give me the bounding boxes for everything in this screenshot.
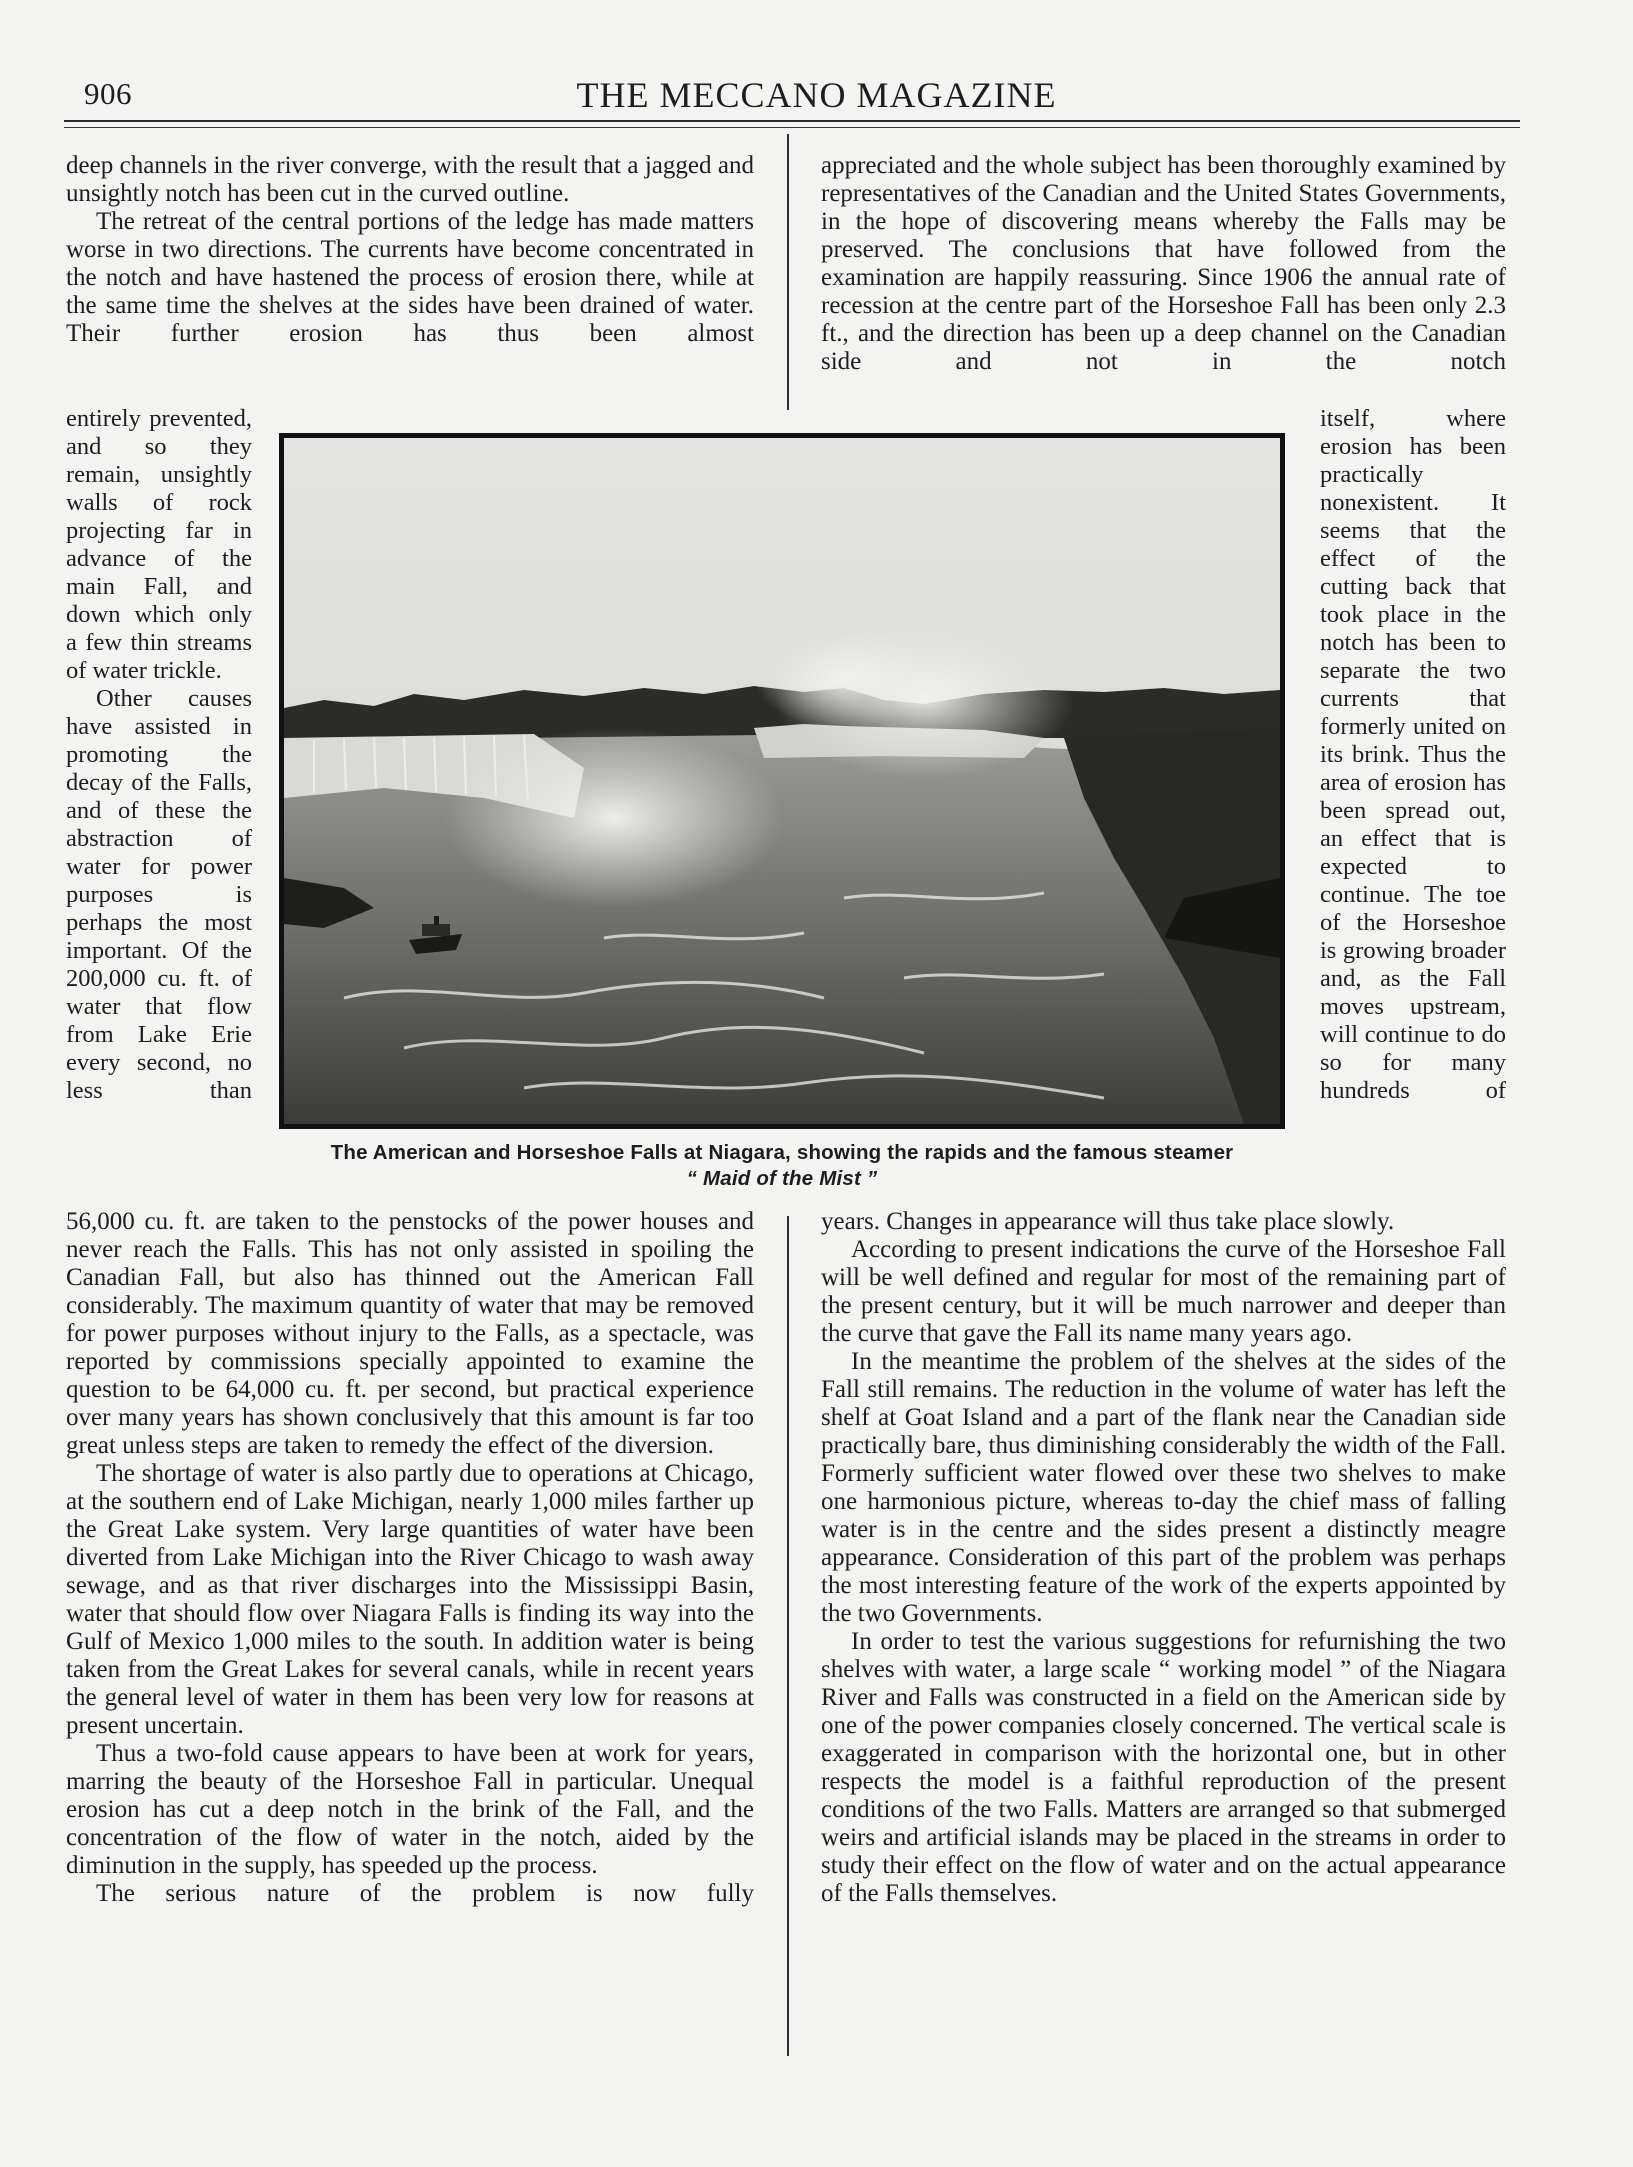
paragraph: years. Changes in appearance will thus take place slowly. bbox=[821, 1208, 1395, 1235]
column-divider bbox=[787, 134, 789, 410]
magazine-title: THE MECCANO MAGAZINE bbox=[576, 75, 1057, 115]
column-divider bbox=[787, 1216, 789, 2056]
paragraph: In the meantime the problem of the shelves at the sides of the Fall still remains. The reduction in the volume of water has left the shelf at Goat Island and a part of the flank near the Canadian side practically bare, thus diminishing considerably the width of the Fall. Formerly sufficient water flowed over these two shelves to make one harmonious picture, whereas to-day the chief mass of falling water is in the centre and the sides present a distinctly meagre appearance. Consideration of this part of the problem was perhaps the most interesting feature of the work of the experts appointed by the two Governments. bbox=[821, 1348, 1506, 1627]
header-rule-thin bbox=[64, 127, 1520, 128]
page-number: 906 bbox=[84, 76, 132, 111]
paragraph: In order to test the various suggestions for refurnishing the two shelves with water, a large scale “ working model ” of the Niagara River and Falls was constructed in a field on the American side by one of the power companies closely concerned. The vertical scale is exaggerated in comparison with the horizontal one, but in other respects the model is a faithful reproduction of the present conditions of the two Falls. Matters are arranged so that submerged weirs and artificial islands may be placed in the streams in order to study their effect on the flow of water and on the actual appearance of the Falls themselves. bbox=[821, 1628, 1506, 1907]
paragraph: According to present indications the curve of the Horseshoe Fall will be well defined and regular for most of the remaining part of the present century, but it will be much narrower and deeper than the curve that gave the Fall its name many years ago. bbox=[821, 1236, 1506, 1347]
paragraph: 56,000 cu. ft. are taken to the penstocks of the power houses and never reach the Falls. This has not only assisted in spoiling the Canadian Fall, but also has thinned out the American Fall considerably. The maximum quantity of water that may be removed for power purposes without injury to the Falls, as a spectacle, was reported by commissions specially appointed to examine the question to be 64,000 cu. ft. per second, but practical experience over many years has shown conclusively that this amount is far too great unless steps are taken to remedy the effect of the diversion. bbox=[66, 1208, 754, 1459]
paragraph: entirely prevented, and so they remain, unsightly walls of rock projecting far in advance of the main Fall, and down which only a few thin streams of water trickle. bbox=[66, 405, 252, 684]
right-column-bottom bbox=[821, 1208, 1506, 1908]
left-column-bottom bbox=[66, 1208, 754, 1908]
right-column-top bbox=[821, 152, 1506, 376]
right-column-narrow bbox=[1320, 405, 1506, 1105]
paragraph: Thus a two-fold cause appears to have been at work for years, marring the beauty of the Horseshoe Fall in particular. Unequal erosion has cut a deep notch in the brink of the Fall, and the concentration of the flow of water in the notch, aided by the diminution in the supply, has speeded up the process. bbox=[66, 1740, 754, 1879]
paragraph: Other causes have assisted in promoting the decay of the Falls, and of these the abstraction of water for power purposes is perhaps the most important. Of the 200,000 cu. ft. of water that flow from Lake Erie every second, no less than bbox=[66, 685, 252, 1104]
paragraph: The serious nature of the problem is now fully bbox=[96, 1880, 754, 1907]
photo-illustration bbox=[284, 438, 1280, 1124]
header-rule bbox=[64, 120, 1520, 122]
caption-main: The American and Horseshoe Falls at Niagara, showing the rapids and the famous steamer bbox=[330, 1141, 1234, 1164]
paragraph: The shortage of water is also partly due to operations at Chicago, at the southern end of Lake Michigan, nearly 1,000 miles farther up the Great Lake system. Very large quantities of water have been diverted from Lake Michigan into the River Chicago to wash away sewage, and as that river discharges into the Mississippi Basin, water that should flow over Niagara Falls is finding its way into the Gulf of Mexico 1,000 miles to the south. In addition water is being taken from the Great Lakes for several canals, while in recent years the general level of water in them has been very low for reasons at present uncertain. bbox=[66, 1460, 754, 1739]
caption-ship-name: “ Maid of the Mist ” bbox=[686, 1167, 878, 1190]
left-column-narrow bbox=[66, 405, 252, 1105]
paragraph: deep channels in the river converge, with the result that a jagged and unsightly notch has been cut in the curved outline. bbox=[66, 152, 754, 207]
paragraph: appreciated and the whole subject has been thoroughly examined by representatives of the Canadian and the United States Governments, in the hope of discovering means whereby the Falls may be preserved. The conclusions that have followed from the examination are happily reassuring. Since 1906 the annual rate of recession at the centre part of the Horseshoe Fall has been only 2.3 ft., and the direction has been up a deep channel on the Canadian side and not in the notch bbox=[821, 152, 1506, 375]
paragraph: itself, where erosion has been practically nonexistent. It seems that the effect of the cutting back that took place in the notch has been to separate the two currents that formerly united on its brink. Thus the area of erosion has been spread out, an effect that is expected to continue. The toe of the Horseshoe is growing broader and, as the Fall moves upstream, will continue to do so for many hundreds of bbox=[1320, 405, 1506, 1104]
left-column-top bbox=[66, 152, 754, 348]
paragraph: The retreat of the central portions of the ledge has made matters worse in two directions. The currents have become concentrated in the notch and have hastened the process of erosion there, while at the same time the shelves at the sides have been drained of water. Their further erosion has thus been almost bbox=[66, 208, 754, 347]
figure-caption bbox=[279, 1140, 1285, 1192]
niagara-falls-photograph bbox=[279, 433, 1285, 1129]
